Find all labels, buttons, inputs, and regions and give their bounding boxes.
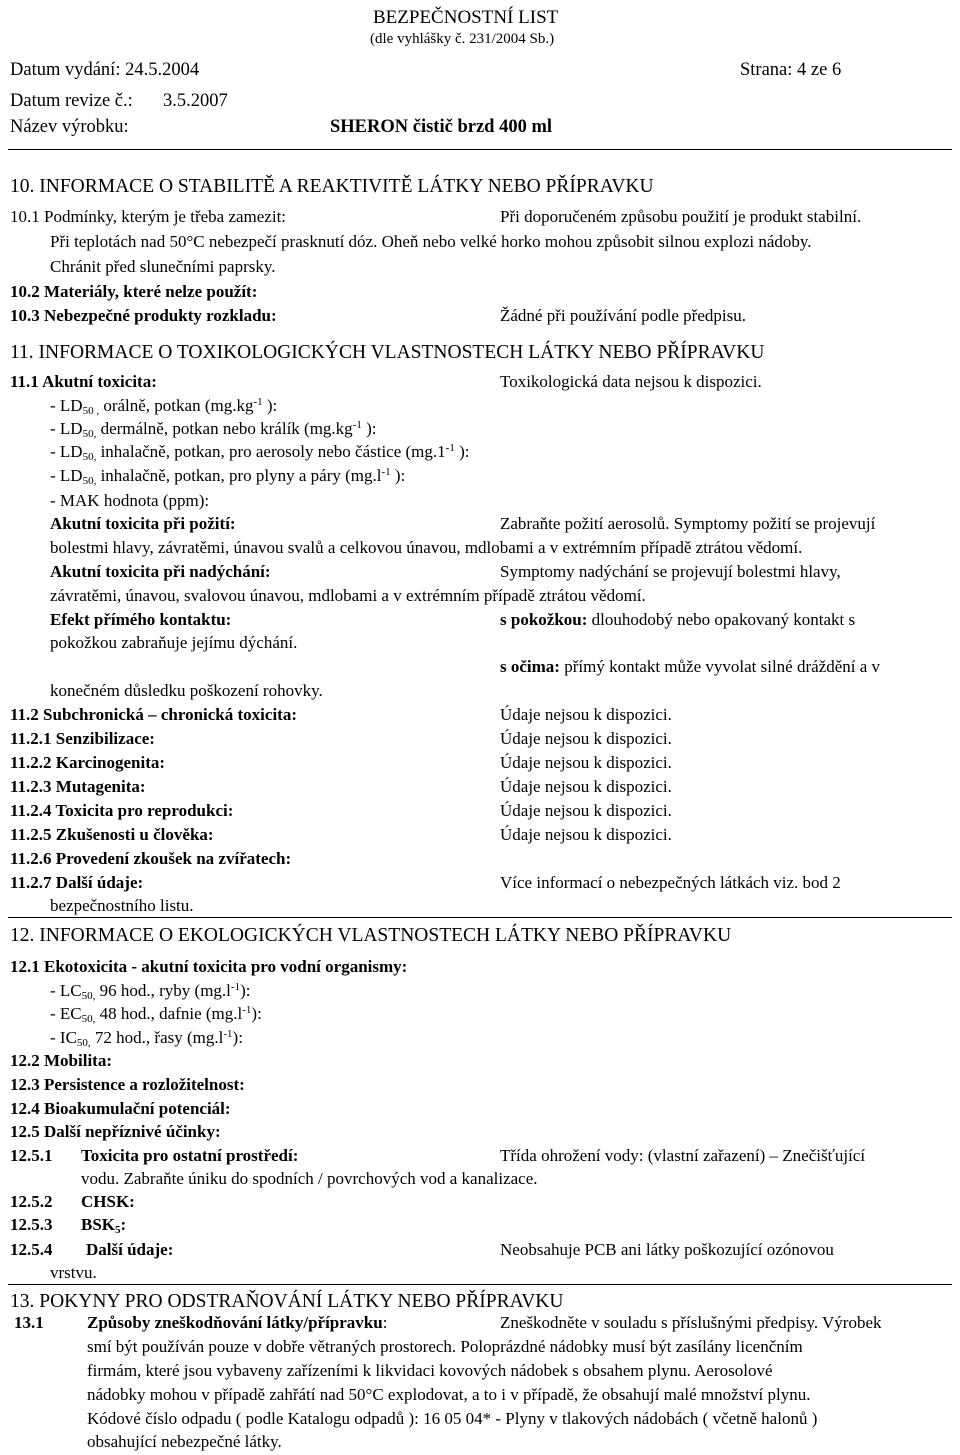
s10-3-value: Žádné při používání podle předpisu.	[500, 306, 746, 325]
section-12-title: 12. INFORMACE O EKOLOGICKÝCH VLASTNOSTECH LÁTKY NEBO PŘÍPRAVKU	[10, 925, 732, 946]
s11-2-3-value: Údaje nejsou k dispozici.	[500, 777, 672, 796]
s12-3-label: 12.3 Persistence a rozložitelnost:	[10, 1075, 245, 1094]
ingestion-line2: bolestmi hlavy, závratěmi, únavou svalů a celkovou únavou, mdlobami a v extrémním případě ztrátou vědomí.	[50, 538, 803, 557]
ingestion-label: Akutní toxicita při požití:	[50, 514, 236, 533]
s11-2-1-value: Údaje nejsou k dispozici.	[500, 729, 672, 748]
s12-4-label: 12.4 Bioakumulační potenciál:	[10, 1099, 231, 1118]
product-label: Název výrobku:	[10, 117, 129, 137]
document-title: BEZPEČNOSTNÍ LIST	[373, 7, 559, 28]
s12-1-label: 12.1 Ekotoxicita - akutní toxicita pro vodní organismy:	[10, 957, 408, 976]
eye-contact: s očima: přímý kontakt může vyvolat silné dráždění a v	[500, 657, 881, 676]
s12-5-1-label: Toxicita pro ostatní prostředí:	[81, 1146, 299, 1165]
section-10-title: 10. INFORMACE O STABILITĚ A REAKTIVITĚ LÁTKY NEBO PŘÍPRAVKU	[10, 176, 654, 197]
ld50-dermal: - $LD_{50,}$ dermálně, potkan nebo králík ($mg.kg^{-1}$ ):	[50, 419, 377, 440]
ld50-oral: - $LD_{50 ,}$ orálně, potkan ($mg.kg^{-1}$ ):	[50, 396, 278, 417]
s11-1-label: 11.1 Akutní toxicita:	[10, 372, 157, 391]
s13-1-number: 13.1	[14, 1313, 44, 1332]
mak-value: - MAK hodnota (ppm):	[50, 491, 210, 510]
s11-2-4-value: Údaje nejsou k dispozici.	[500, 801, 672, 820]
s12-5-4-label: Další údaje:	[86, 1240, 174, 1259]
s12-5-2-label: CHSK:	[81, 1192, 135, 1211]
s12-5-1-line2: vodu. Zabraňte úniku do spodních / povrchových vod a kanalizace.	[81, 1169, 538, 1188]
ic50-algae: - $IC_{50,}$ 72 hod., řasy $(mg.l^{-1})$:	[50, 1028, 243, 1049]
section-13-divider	[8, 1284, 952, 1285]
s13-1-line2: smí být používán pouze v dobře větraných prostorech. Poloprázdné nádobky musí být zasílány licenčním	[87, 1337, 803, 1356]
page-number: Strana: 4 ze 6	[740, 60, 842, 80]
skin-contact: s pokožkou: dlouhodobý nebo opakovaný kontakt s	[500, 610, 856, 629]
s13-1-label: Způsoby zneškodňování látky/přípravku:	[87, 1313, 388, 1332]
s12-5-3-number: 12.5.3	[10, 1215, 53, 1234]
s11-1-value: Toxikologická data nejsou k dispozici.	[500, 372, 762, 391]
section-11-title: 11. INFORMACE O TOXIKOLOGICKÝCH VLASTNOSTECH LÁTKY NEBO PŘÍPRAVKU	[10, 342, 765, 363]
s11-2-7-label: 11.2.7 Další údaje:	[10, 873, 144, 892]
inhalation-label: Akutní toxicita při nadýchání:	[50, 562, 271, 581]
document-subtitle: (dle vyhlášky č. 231/2004 Sb.)	[370, 31, 555, 47]
revision-value: 3.5.2007	[163, 91, 228, 111]
skin-line2: pokožkou zabraňuje jejímu dýchání.	[50, 633, 298, 652]
s11-2-2-value: Údaje nejsou k dispozici.	[500, 753, 672, 772]
revision-label: Datum revize č.:	[10, 91, 133, 111]
s12-5-2-number: 12.5.2	[10, 1192, 53, 1211]
s12-5-3-label: $BSK_5$:	[81, 1215, 127, 1236]
section-12-divider	[8, 917, 952, 918]
s13-1-line6: obsahující nebezpečné látky.	[87, 1432, 282, 1451]
issue-date: Datum vydání: 24.5.2004	[10, 60, 200, 80]
s11-2-2-label: 11.2.2 Karcinogenita:	[10, 753, 166, 772]
s13-1-value: Zneškodněte v souladu s příslušnými předpisy. Výrobek	[500, 1313, 882, 1332]
inhalation-value: Symptomy nadýchání se projevují bolestmi hlavy,	[500, 562, 841, 581]
ec50-daphnia: - $EC_{50,}$ 48 hod., dafnie $(mg.l^{-1})$:	[50, 1004, 262, 1025]
s13-1-line3: firmám, které jsou vybaveny zařízeními k likvidaci kovových nádobek s obsahem plynu. Aerosolové	[87, 1361, 773, 1380]
ld50-inhal-gas: - $LD_{50,}$ inhalačně, potkan, pro plyny a páry ($mg.l^{-1}$ ):	[50, 466, 406, 487]
inhalation-line2: závratěmi, únavou, svalovou únavou, mdlobami a v extrémním případě ztrátou vědomí.	[50, 586, 646, 605]
s10-1-line3: Chránit před slunečními paprsky.	[50, 257, 276, 276]
s11-2-value: Údaje nejsou k dispozici.	[500, 705, 672, 724]
ld50-inhal-aerosol: - $LD_{50,}$ inhalačně, potkan, pro aerosoly nebo částice ($mg.1^{-1}$ ):	[50, 442, 470, 463]
s11-2-6-label: 11.2.6 Provedení zkoušek na zvířatech:	[10, 849, 292, 868]
s11-2-7-line2: bezpečnostního listu.	[50, 896, 194, 915]
s12-2-label: 12.2 Mobilita:	[10, 1051, 112, 1070]
s12-5-4-number: 12.5.4	[10, 1240, 53, 1259]
s11-2-1-label: 11.2.1 Senzibilizace:	[10, 729, 155, 748]
s11-2-label: 11.2 Subchronická – chronická toxicita:	[10, 705, 297, 724]
header-divider	[8, 149, 952, 150]
s11-2-4-label: 11.2.4 Toxicita pro reprodukci:	[10, 801, 234, 820]
s13-1-line5: Kódové číslo odpadu ( podle Katalogu odpadů ): 16 05 04* - Plyny v tlakových nádobách ( včetně halonů )	[87, 1409, 818, 1428]
eye-line2: konečném důsledku poškození rohovky.	[50, 681, 323, 700]
product-name: SHERON čistič brzd 400 ml	[330, 117, 552, 137]
contact-label: Efekt přímého kontaktu:	[50, 610, 232, 629]
s10-1-label: 10.1 Podmínky, kterým je třeba zamezit:	[10, 207, 287, 226]
s10-3-label: 10.3 Nebezpečné produkty rozkladu:	[10, 306, 277, 325]
s10-1-value: Při doporučeném způsobu použití je produkt stabilní.	[500, 207, 862, 226]
s11-2-7-value: Více informací o nebezpečných látkách viz. bod 2	[500, 873, 841, 892]
s11-2-5-value: Údaje nejsou k dispozici.	[500, 825, 672, 844]
section-13-title: 13. POKYNY PRO ODSTRAŇOVÁNÍ LÁTKY NEBO PŘÍPRAVKU	[10, 1291, 564, 1312]
s10-2-label: 10.2 Materiály, které nelze použít:	[10, 282, 258, 301]
s11-2-3-label: 11.2.3 Mutagenita:	[10, 777, 146, 796]
s12-5-4-value: Neobsahuje PCB ani látky poškozující ozónovou	[500, 1240, 834, 1259]
ingestion-value: Zabraňte požití aerosolů. Symptomy požití se projevují	[500, 514, 876, 533]
s12-5-4-line2: vrstvu.	[50, 1263, 97, 1282]
s12-5-1-value: Třída ohrožení vody: (vlastní zařazení) – Znečišťující	[500, 1146, 866, 1165]
s11-2-5-label: 11.2.5 Zkušenosti u člověka:	[10, 825, 214, 844]
s13-1-line4: nádobky mohou v případě zahřátí nad 50°C explodovat, a to i v případě, že obsahují malé množství plynu.	[87, 1385, 811, 1404]
s10-1-line2: Při teplotách nad 50°C nebezpečí prasknutí dóz. Oheň nebo velké horko mohou způsobit silnou explozi nádoby.	[50, 232, 812, 251]
lc50-fish: - $LC_{50,}$ 96 hod., ryby $(mg.l^{-1})$:	[50, 981, 251, 1002]
s12-5-1-number: 12.5.1	[10, 1146, 53, 1165]
s12-5-label: 12.5 Další nepříznivé účinky:	[10, 1122, 221, 1141]
